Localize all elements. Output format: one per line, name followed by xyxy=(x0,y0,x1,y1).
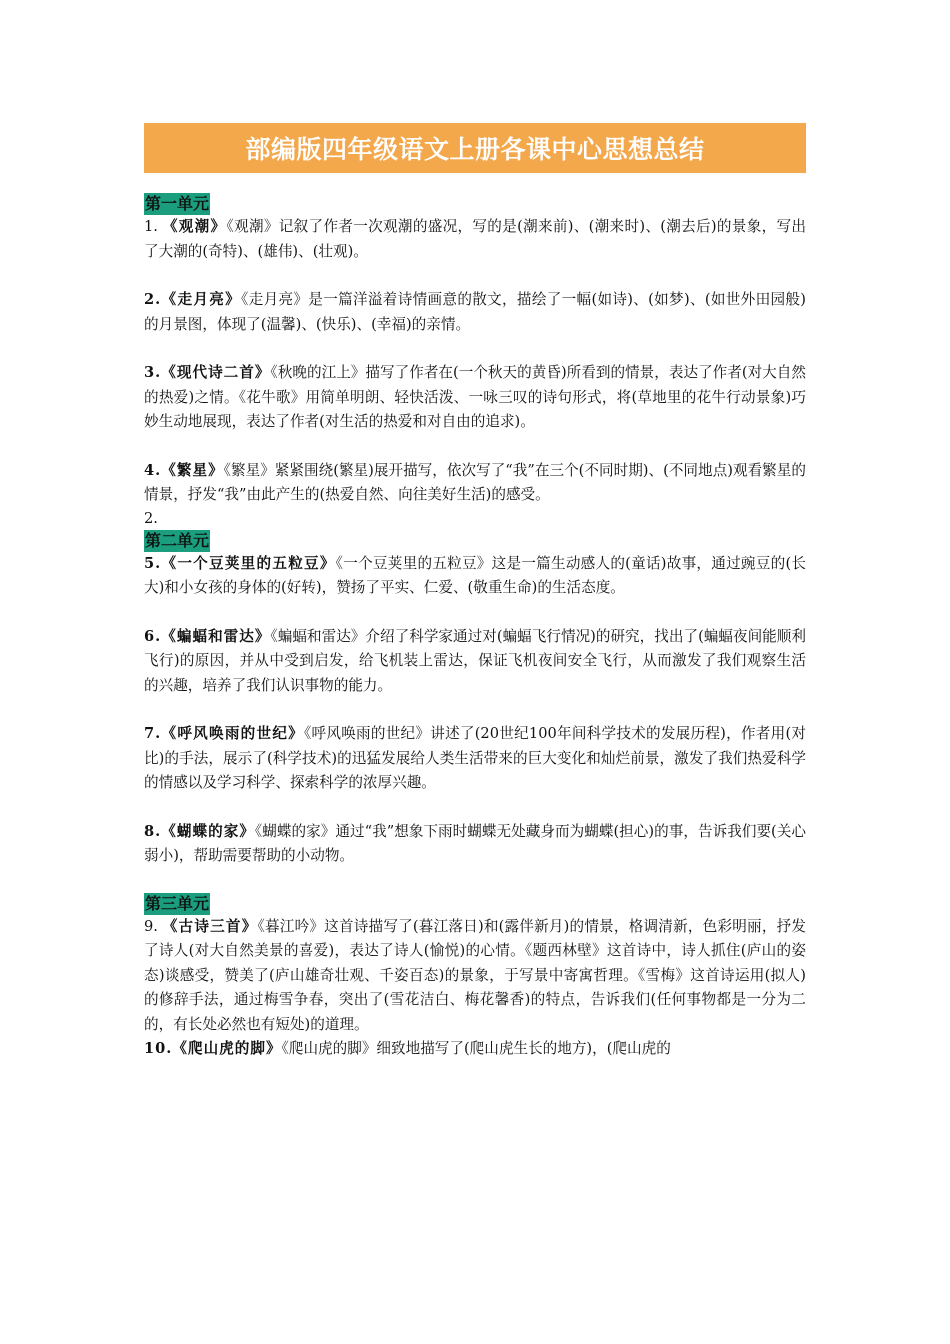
lesson-5: 5.《一个豆荚里的五粒豆》《一个豆荚里的五粒豆》这是一篇生动感人的(童话)故事，通过豌豆的(长大)和小女孩的身体的(好转)，赞扬了平实、仁爱、(敬重生命)的生活态度。 xyxy=(144,554,806,596)
page-title: 部编版四年级语文上册各课中心思想总结 xyxy=(144,123,806,173)
unit-heading-2: 第二单元 xyxy=(145,530,210,550)
lesson-8: 8.《蝴蝶的家》《蝴蝶的家》通过“我”想象下雨时蝴蝶无处藏身而为蝴蝶(担心)的事，告诉我们要(关心弱小)，帮助需要帮助的小动物。 xyxy=(144,822,806,864)
stray-marker: 2. xyxy=(144,509,158,527)
lesson-7: 7.《呼风唤雨的世纪》《呼风唤雨的世纪》讲述了(20世纪100年间科学技术的发展历程)，作者用(对比)的手法，展示了(科学技术)的迅猛发展给人类生活带来的巨大变化和灿烂前景，激发了我们热爱科学的情感以及学习科学、探索科学的浓厚兴趣。 xyxy=(144,725,806,791)
document-page xyxy=(144,123,806,1062)
lesson-6: 6.《蝙蝠和雷达》《蝙蝠和雷达》介绍了科学家通过对(蝙蝠飞行情况)的研究，找出了(蝙蝠夜间能顺利飞行)的原因，并从中受到启发，给飞机装上雷达，保证飞机夜间安全飞行，从而激发了我们观察生活的兴趣，培养了我们认识事物的能力。 xyxy=(144,627,806,694)
unit-heading-3: 第三单元 xyxy=(145,893,210,913)
lesson-2: 2.《走月亮》《走月亮》是一篇洋溢着诗情画意的散文，描绘了一幅(如诗)、(如梦)、(如世外田园般)的月景图，体现了(温馨)、(快乐)、(幸福)的亲情。 xyxy=(144,291,806,333)
lesson-3: 3.《现代诗二首》《秋晚的江上》描写了作者在(一个秋天的黄昏)所看到的情景，表达了作者(对大自然的热爱)之情。《花牛歌》用简单明朗、轻快活泼、一咏三叹的诗句形式，将(草地里的花牛行动景象)巧妙生动地展现，表达了作者(对生活的热爱和对自由的追求)。 xyxy=(144,364,806,430)
lesson-10: 10.《爬山虎的脚》《爬山虎的脚》细致地描写了(爬山虎生长的地方)，(爬山虎的 xyxy=(144,1040,671,1057)
unit-heading-1: 第一单元 xyxy=(145,194,210,213)
lesson-9: 9. 《古诗三首》《暮江吟》这首诗描写了(暮江落日)和(露伴新月)的情景，格调清新，色彩明丽，抒发了诗人(对大自然美景的喜爱)，表达了诗人(愉悦)的心情。《题西林壁》这首诗中，诗人抓住(庐山的姿态)谈感受，赞美了(庐山雄奇壮观、千姿百态)的景象，于写景中寄寓哲理。《雪梅》这首诗运用(拟人)的修辞手法，通过梅雪争春，突出了(雪花洁白、梅花馨香)的特点，告诉我们(任何事物都是一分为二的，有长处必然也有短处)的道理。 xyxy=(144,917,806,1033)
lesson-4: 4.《繁星》《繁星》紧紧围绕(繁星)展开描写，依次写了“我”在三个(不同时期)、(不同地点)观看繁星的情景，抒发“我”由此产生的(热爱自然、向往美好生活)的感受。 xyxy=(144,461,806,503)
lesson-1: 1. 《观潮》《观潮》记叙了作者一次观潮的盛况，写的是(潮来前)、(潮来时)、(潮去后)的景象，写出了大潮的(奇特)、(雄伟)、(壮观)。 xyxy=(144,218,806,260)
